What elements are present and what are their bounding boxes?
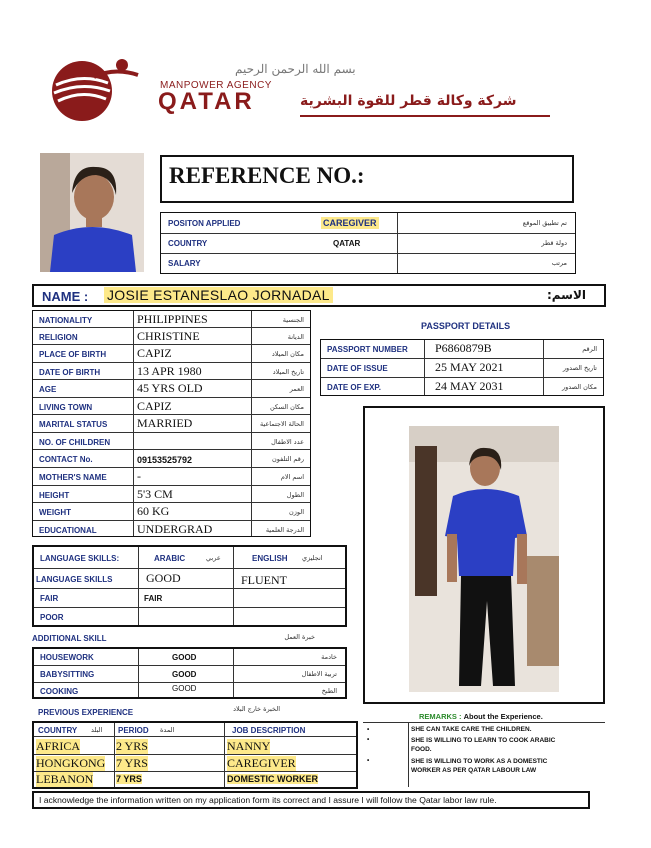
remark-item-1: • SHE CAN TAKE CARE THE CHILDREN.	[367, 726, 532, 733]
name-label: NAME :	[42, 289, 89, 304]
date-of-issue-label: DATE OF ISSUE	[327, 364, 388, 373]
personal-label: MARITAL STATUS	[39, 420, 108, 429]
arabic-column-header: ARABIC	[154, 554, 186, 563]
additional-skill-arabic: خبرة العمل	[284, 633, 315, 641]
bullet-icon: •	[367, 726, 370, 733]
housework-arabic: خادمة	[321, 653, 337, 661]
personal-arabic: مكان الميلاد	[271, 350, 304, 358]
english-level: FLUENT	[241, 573, 287, 587]
babysitting-value: GOOD	[172, 670, 197, 679]
personal-arabic: رقم التلفون	[272, 455, 304, 463]
agency-logo-icon	[44, 55, 154, 125]
personal-row	[33, 433, 310, 450]
personal-row	[33, 468, 310, 486]
personal-row	[33, 450, 310, 468]
remarks-title: REMARKS :	[419, 712, 462, 721]
remarks-heading	[419, 712, 543, 721]
cooking-label: COOKING	[40, 687, 79, 696]
personal-arabic: الديانة	[287, 333, 304, 341]
babysitting-arabic: تربية الاطفال	[301, 670, 337, 678]
remark-item-2: • SHE IS WILLING TO LEARN TO COOK ARABIC FOOD.	[367, 736, 556, 753]
date-of-exp-label: DATE OF EXP.	[327, 383, 381, 392]
experience-job-3: DOMESTIC WORKER	[227, 774, 318, 784]
personal-label: PLACE OF BIRTH	[39, 350, 107, 359]
name-bar	[32, 284, 606, 307]
experience-job-2: CAREGIVER	[227, 756, 296, 770]
personal-arabic: الدرجة العلمية	[265, 526, 304, 534]
personal-details-table	[32, 310, 311, 537]
additional-skill-table	[32, 647, 347, 699]
personal-label: AGE	[39, 385, 57, 394]
agency-main-text: QATAR	[158, 88, 255, 115]
poor-label: POOR	[40, 613, 64, 622]
date-of-issue-arabic: تاريخ الصدور	[562, 364, 597, 372]
previous-experience-arabic: الخبرة خارج البلاد	[233, 705, 280, 713]
personal-value: 13 APR 1980	[137, 364, 202, 378]
acknowledgement-text: I acknowledge the information written on my application form its correct and I assure I will follow the Qatar labor law rule.	[39, 795, 497, 805]
bullet-icon: •	[367, 757, 370, 764]
english-column-header-ar: انجليزي	[302, 554, 323, 562]
english-column-header: ENGLISH	[252, 554, 288, 563]
applicant-full-body-photo	[409, 426, 559, 692]
personal-value: UNDERGRAD	[137, 522, 213, 536]
personal-arabic: الحالة الاجتماعية	[259, 420, 304, 428]
personal-row	[33, 311, 310, 328]
personal-label: HEIGHT	[39, 491, 70, 500]
experience-period-1: 2 YRS	[116, 739, 148, 753]
remarks-subtitle: About the Experience.	[463, 712, 543, 721]
country-arabic: دولة قطر	[541, 239, 567, 247]
personal-value: 5'3 CM	[137, 487, 173, 501]
fair-arabic-value: FAIR	[144, 594, 163, 603]
personal-value: CAPIZ	[137, 399, 172, 413]
date-of-issue-value: 25 MAY 2021	[435, 360, 504, 374]
position-arabic: تم تطبيق الموقع	[522, 219, 567, 227]
header-rule	[300, 115, 550, 117]
personal-label: EDUCATIONAL	[39, 526, 97, 535]
applicant-name: JOSIE ESTANESLAO JORNADAL	[104, 287, 333, 303]
personal-row	[33, 398, 310, 415]
personal-arabic: الطول	[286, 491, 304, 499]
agency-arabic-text: شركة وكالة قطر للقوة البشرية	[300, 93, 517, 109]
reference-box	[160, 155, 574, 203]
experience-table	[32, 721, 358, 789]
personal-label: MOTHER'S NAME	[39, 473, 107, 482]
passport-number-arabic: الرقم	[582, 345, 597, 353]
personal-label: RELIGION	[39, 333, 78, 342]
language-skill-label: LANGUAGE SKILLS	[36, 575, 113, 584]
personal-value: CHRISTINE	[137, 329, 200, 343]
arabic-column-header-ar: عربي	[206, 554, 221, 562]
passport-title: PASSPORT DETAILS	[421, 321, 511, 331]
fair-label: FAIR	[40, 594, 59, 603]
personal-row	[33, 415, 310, 433]
additional-skill-title: ADDITIONAL SKILL	[32, 634, 107, 643]
remark-item-3: • SHE IS WILLING TO WORK AS A DOMESTIC WORKER AS PER QATAR LABOUR LAW	[367, 757, 548, 774]
language-skills-header: LANGUAGE SKILLS:	[40, 554, 120, 563]
personal-label: DATE OF BIRTH	[39, 368, 101, 377]
personal-label: WEIGHT	[39, 508, 71, 517]
job-description-column-header: JOB DESCRIPTION	[232, 726, 306, 735]
position-value: CAREGIVER	[323, 218, 377, 228]
experience-period-3: 7 YRS	[116, 774, 142, 784]
personal-value: CAPIZ	[137, 346, 172, 360]
personal-value: MARRIED	[137, 416, 193, 430]
country-label: COUNTRY	[168, 239, 208, 248]
personal-row	[33, 380, 310, 398]
experience-country-1: AFRICA	[36, 739, 81, 753]
personal-arabic: الوزن	[288, 508, 304, 516]
experience-country-2: HONGKONG	[36, 756, 106, 770]
language-table	[32, 545, 347, 627]
personal-row	[33, 363, 310, 380]
country-column-header: COUNTRY	[38, 726, 78, 735]
name-arabic: الاسم:	[546, 288, 586, 302]
personal-arabic: العمر	[289, 385, 304, 393]
experience-period-2: 7 YRS	[116, 756, 148, 770]
position-label: POSITON APPLIED	[168, 219, 241, 228]
personal-row	[33, 345, 310, 363]
date-of-exp-value: 24 MAY 2031	[435, 379, 504, 393]
personal-row	[33, 503, 310, 521]
babysitting-label: BABYSITTING	[40, 670, 95, 679]
personal-arabic: عدد الاطفال	[271, 438, 304, 446]
passport-number-value: P6860879B	[435, 341, 492, 355]
personal-value: -	[137, 469, 141, 483]
personal-row	[33, 486, 310, 503]
agency-top-text: MANPOWER AGENCY	[160, 80, 272, 91]
personal-value: 45 YRS OLD	[137, 381, 203, 395]
personal-label: NO. OF CHILDREN	[39, 438, 111, 447]
period-column-header: PERIOD	[118, 726, 149, 735]
salary-label: SALARY	[168, 259, 201, 268]
personal-arabic: تاريخ الميلاد	[272, 368, 304, 376]
previous-experience-title: PREVIOUS EXPERIENCE	[38, 708, 134, 717]
passport-number-label: PASSPORT NUMBER	[327, 345, 408, 354]
personal-arabic: اسم الام	[280, 473, 304, 481]
personal-label: NATIONALITY	[39, 316, 93, 325]
personal-row	[33, 521, 310, 537]
personal-value: 09153525792	[137, 455, 193, 465]
salary-arabic: مرتب	[551, 259, 567, 267]
position-table	[160, 212, 576, 274]
cooking-value: GOOD	[172, 684, 197, 693]
personal-label: LIVING TOWN	[39, 403, 93, 412]
personal-label: CONTACT No.	[39, 455, 93, 464]
acknowledgement-box	[32, 791, 590, 809]
experience-country-3: LEBANON	[36, 772, 94, 786]
reference-label: REFERENCE NO.:	[169, 163, 365, 188]
passport-table	[320, 339, 604, 396]
housework-label: HOUSEWORK	[40, 653, 94, 662]
arabic-level: GOOD	[146, 571, 181, 585]
personal-value: 60 KG	[137, 504, 170, 518]
personal-arabic: الجنسية	[282, 316, 304, 324]
bismillah-text: بسم الله الرحمن الرحيم	[235, 62, 356, 76]
personal-row	[33, 328, 310, 345]
date-of-exp-arabic: مكان الصدور	[561, 383, 597, 391]
applicant-headshot-photo	[40, 153, 144, 272]
period-column-header-ar: المدة	[160, 726, 175, 734]
full-body-photo-frame	[363, 406, 605, 704]
personal-arabic: مكان السكن	[269, 403, 304, 411]
housework-value: GOOD	[172, 653, 197, 662]
remarks-box	[363, 709, 605, 789]
country-value: QATAR	[333, 239, 361, 248]
bullet-icon: •	[367, 736, 370, 743]
personal-value: PHILIPPINES	[137, 312, 208, 326]
country-column-header-ar: البلد	[91, 726, 103, 734]
cooking-arabic: الطبخ	[321, 687, 337, 695]
experience-job-1: NANNY	[227, 739, 271, 753]
